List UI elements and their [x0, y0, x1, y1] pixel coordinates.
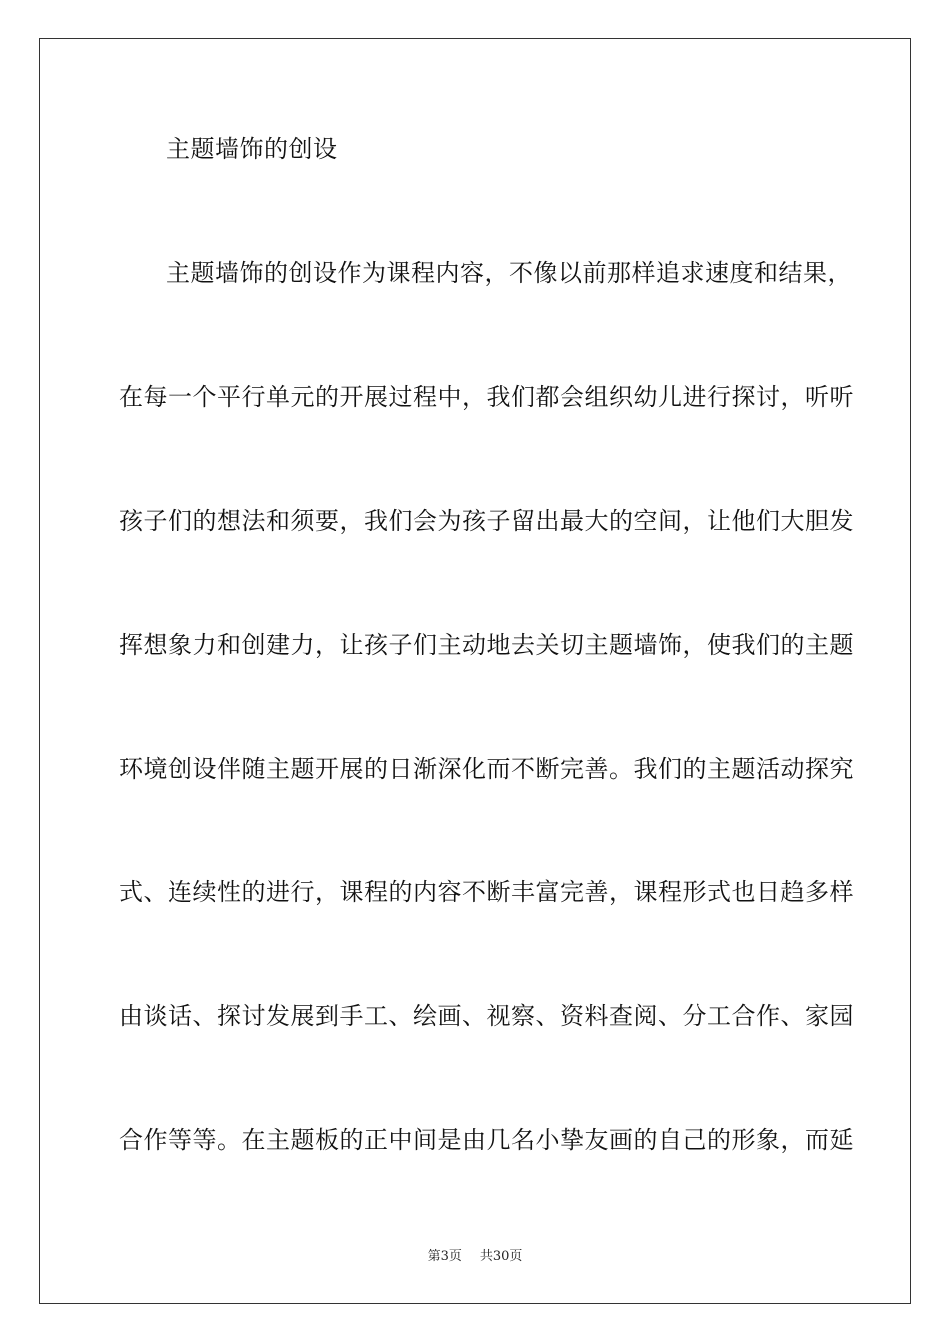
paragraph-line-4: 挥想象力和创建力，让孩子们主动地去关切主题墙饰，使我们的主题: [119, 631, 854, 659]
page-footer: [0, 1248, 950, 1266]
paragraph-line-5: 环境创设伴随主题开展的日渐深化而不断完善。我们的主题活动探究: [119, 755, 854, 783]
paragraph-line-2: 在每一个平行单元的开展过程中，我们都会组织幼儿进行探讨，听听: [119, 383, 854, 411]
paragraph-line-7: 由谈话、探讨发展到手工、绘画、视察、资料查阅、分工合作、家园: [119, 1002, 854, 1030]
paragraph-line-6: 式、连续性的进行，课程的内容不断丰富完善，课程形式也日趋多样: [119, 878, 854, 906]
section-heading: 主题墙饰的创设: [166, 135, 338, 163]
page-border: [39, 38, 911, 1304]
page-total: 共30页: [479, 1249, 523, 1264]
paragraph-line-1: 主题墙饰的创设作为课程内容，不像以前那样追求速度和结果，: [166, 259, 852, 287]
paragraph-line-3: 孩子们的想法和须要，我们会为孩子留出最大的空间，让他们大胆发: [119, 507, 854, 535]
page-number: 第3页: [427, 1249, 462, 1264]
paragraph-line-8: 合作等等。在主题板的正中间是由几名小挚友画的自己的形象，而延: [119, 1126, 854, 1154]
